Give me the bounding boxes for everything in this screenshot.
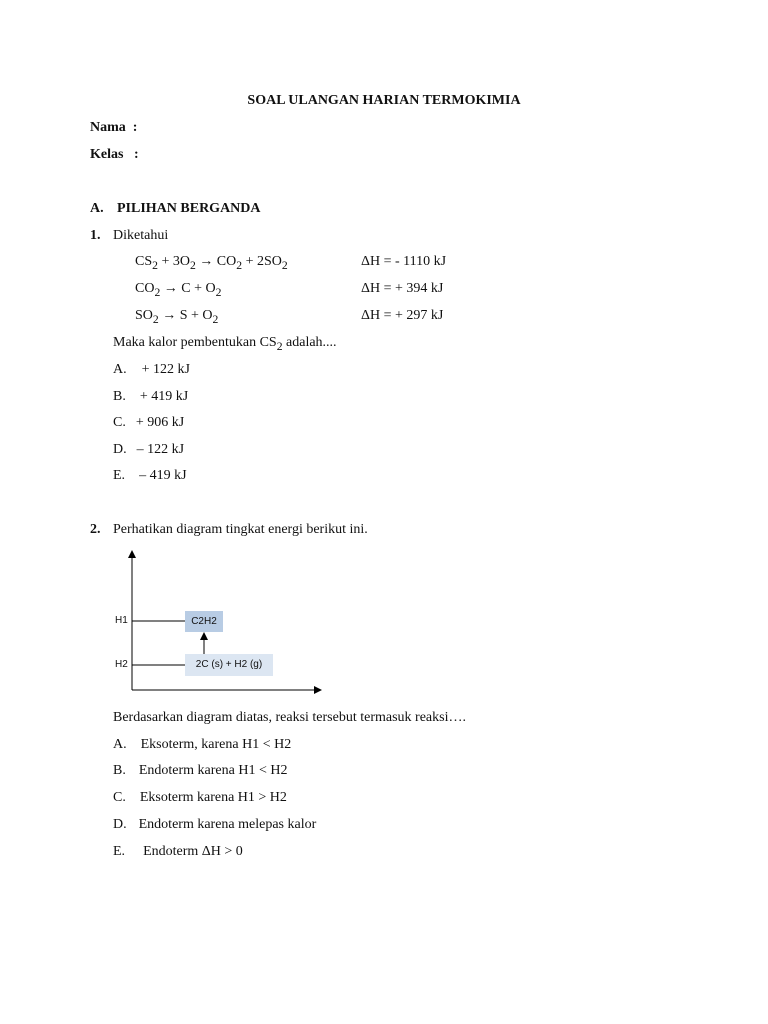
q2-question: Berdasarkan diagram diatas, reaksi tersebut termasuk reaksi….: [113, 710, 466, 725]
q2-number: 2.: [90, 522, 101, 537]
q1-equation-1: $CS_2 + 3O_2 \to CO_2 + 2SO_2$: [135, 254, 288, 272]
section-letter: A.: [90, 201, 104, 216]
q1-option-a[interactable]: A. + 122 kJ: [113, 362, 190, 377]
q1-option-c[interactable]: C. + 906 kJ: [113, 415, 185, 430]
h1-label: H1: [115, 615, 128, 626]
q1-option-b[interactable]: B. + 419 kJ: [113, 389, 189, 404]
q1-intro: Diketahui: [113, 228, 169, 243]
q2-option-b[interactable]: B. Endoterm karena H1 < H2: [113, 763, 288, 778]
nama-label: Nama :: [90, 120, 138, 135]
reactant-box: 2C (s) + H2 (g): [185, 654, 273, 676]
q2-option-c[interactable]: C. Eksoterm karena H1 > H2: [113, 790, 287, 805]
q1-dh-2: ΔH = + 394 kJ: [361, 281, 444, 296]
q1-question: Maka kalor pembentukan $CS_2$ adalah....: [113, 335, 337, 353]
q1-equation-3: $SO_2 \to S + O_2$: [135, 308, 219, 326]
q1-option-d[interactable]: D. – 122 kJ: [113, 442, 185, 457]
kelas-label: Kelas :: [90, 147, 139, 162]
q1-dh-1: ΔH = - 1110 kJ: [361, 254, 447, 269]
q2-option-e[interactable]: E. Endoterm ΔH > 0: [113, 844, 243, 859]
q1-equation-2: $CO_2 \to C + O_2$: [135, 281, 222, 299]
q2-option-d[interactable]: D. Endoterm karena melepas kalor: [113, 817, 317, 832]
q1-dh-3: ΔH = + 297 kJ: [361, 308, 444, 323]
section-title: PILIHAN BERGANDA: [117, 201, 261, 216]
page-title: SOAL ULANGAN HARIAN TERMOKIMIA: [247, 93, 521, 108]
h2-label: H2: [115, 659, 128, 670]
q2-option-a[interactable]: A. Eksoterm, karena H1 < H2: [113, 737, 292, 752]
product-box: C2H2: [185, 611, 223, 632]
q1-number: 1.: [90, 228, 101, 243]
q1-option-e[interactable]: E. – 419 kJ: [113, 468, 187, 483]
q2-intro: Perhatikan diagram tingkat energi berikut ini.: [113, 522, 368, 537]
energy-level-diagram: [112, 548, 332, 698]
